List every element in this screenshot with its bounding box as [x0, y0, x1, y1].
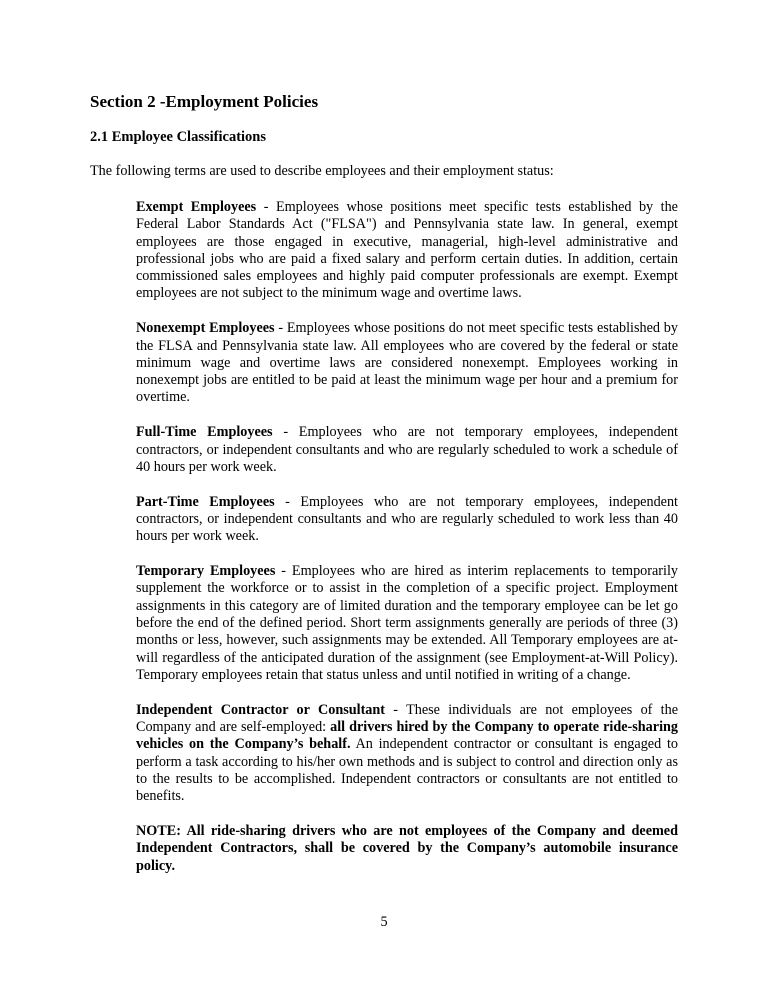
definition-text: Employees who are not temporary employees, independent contractors, or independent consultants and who are regularly scheduled to work a schedule of 40 hours per work week.: [136, 424, 678, 475]
section-title: Section 2 -Employment Policies: [90, 92, 319, 111]
definitions-list: [136, 199, 678, 875]
definition-text: Employees who are hired as interim replacements to temporarily supplement the workforce or to assist in the completion of a specific project. Employment assignments in this category are of limited duration and the temporary employee can be let go before the end of the defined period. Short term assignments generally are periods of three (3) months or less, however, such assignments may be extended. All Temporary employees are at-will regardless of the anticipated duration of the assignment (see Employment-at-Will Policy). Temporary employees retain that status unless and until notified in writing of a change.: [136, 563, 678, 683]
definition-term: Exempt Employees: [136, 199, 257, 215]
definition-contractor: [136, 702, 678, 806]
definition-text-part-a: These individuals are not employees of the Company and are self-employed:: [136, 701, 679, 735]
definition-term: Full-Time Employees: [136, 424, 273, 441]
definition-term: Temporary Employees: [136, 563, 276, 580]
definition-term: Independent Contractor or Consultant: [136, 701, 386, 718]
page-number: 5: [380, 914, 388, 930]
definition-text-part-b: An independent contractor or consultant is engaged to perform a task according to his/her own methods and is subject to control and direction only as to the results to be accomplished. Independent contractors or consultants are not entitled to benefits.: [136, 736, 678, 805]
definition-separator: -: [275, 563, 292, 580]
definition-text-emphasis: all drivers hired by the Company to operate ride-sharing vehicles on the Company’s behalf.: [136, 718, 678, 753]
definition-separator: -: [256, 199, 276, 215]
subsection-title: 2.1 Employee Classifications: [90, 129, 267, 145]
definition-text: Employees whose positions meet specific tests established by the Federal Labor Standards Act ("FLSA") and Pennsylvania state law. In general, exempt employees are those engaged in executive, managerial, high-level administrative and professional jobs who are paid a fixed salary and perform certain duties. In addition, certain commissioned sales employees and highly paid computer professionals are exempt. Exempt employees are not subject to the minimum wage and overtime laws.: [136, 199, 678, 302]
definition-text: Employees whose positions do not meet specific tests established by the FLSA and Pennsylvania state law. All employees who are covered by the federal or state minimum wage and overtime laws are considered nonexempt. Employees working in nonexempt jobs are entitled to be paid at least the minimum wage per hour and a premium for overtime.: [136, 320, 678, 406]
definition-exempt: [136, 199, 678, 303]
definition-separator: -: [385, 701, 407, 718]
definition-nonexempt: [136, 320, 678, 406]
intro-paragraph: The following terms are used to describe employees and their employment status:: [90, 163, 554, 179]
definition-separator: -: [274, 320, 287, 337]
definition-separator: -: [274, 493, 301, 510]
definition-full-time: [136, 424, 678, 476]
definition-term: Nonexempt Employees: [136, 320, 275, 337]
definition-temporary: [136, 563, 678, 684]
definition-separator: -: [272, 424, 299, 441]
insurance-note: NOTE: All ride-sharing drivers who are not employees of the Company and deemed Independent Contractors, shall be covered by the Company’s automobile insurance policy.: [136, 822, 678, 874]
definition-part-time: [136, 494, 678, 546]
definition-term: Part-Time Employees: [136, 493, 275, 510]
definition-text: Employees who are not temporary employees, independent contractors, or independent consultants and who are regularly scheduled to work less than 40 hours per work week.: [136, 493, 679, 545]
